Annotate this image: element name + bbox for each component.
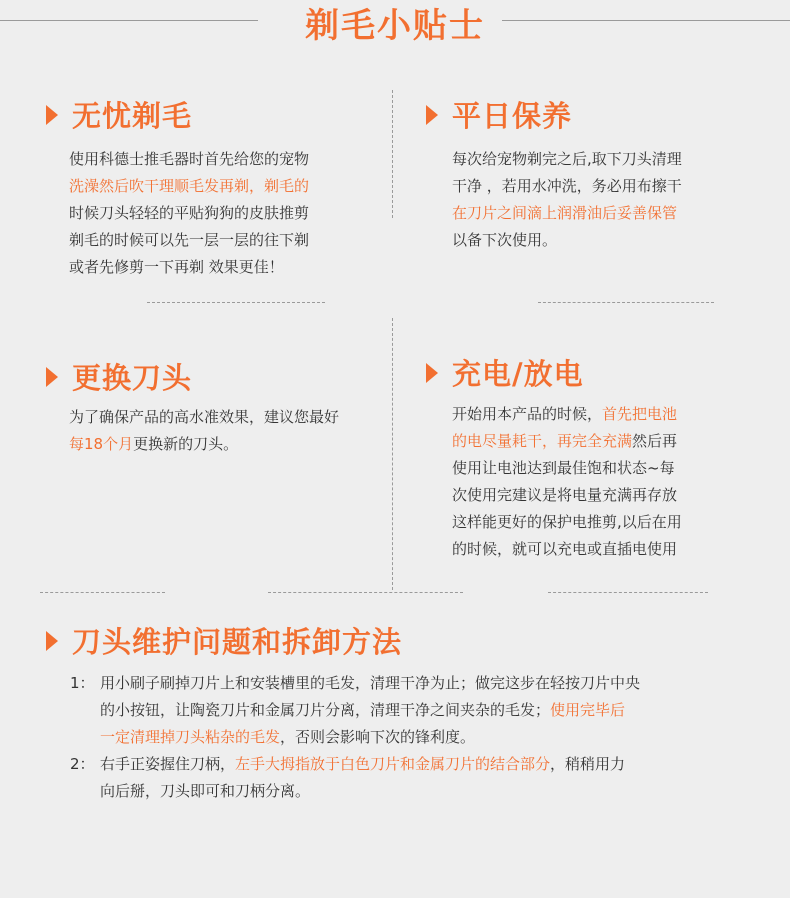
triangle-bullet-icon bbox=[46, 367, 58, 387]
body-text: 更换新的刀头。 bbox=[133, 435, 239, 453]
text-line bbox=[100, 778, 625, 805]
section-method-list bbox=[70, 670, 750, 805]
text-line bbox=[69, 200, 369, 227]
method-item-text bbox=[100, 751, 625, 805]
text-line bbox=[100, 670, 640, 697]
body-text: 或者先修剪一下再剃 效果更佳！ bbox=[69, 258, 284, 276]
highlight-text: 使用完毕后 bbox=[550, 701, 626, 719]
triangle-bullet-icon bbox=[46, 105, 58, 125]
section-divider-2 bbox=[268, 592, 463, 593]
text-line bbox=[69, 431, 387, 458]
section-maintenance-title: 平日保养 bbox=[452, 99, 573, 133]
section-no-worry-header bbox=[46, 94, 192, 135]
section-replace-title: 更换刀头 bbox=[72, 361, 193, 395]
body-text: 次使用完建议是将电量充满再存放 bbox=[452, 486, 678, 504]
section-divider-1 bbox=[40, 592, 165, 593]
highlight-text: 的电尽量耗干，再完全充满 bbox=[452, 432, 633, 450]
text-line bbox=[452, 428, 762, 455]
text-line bbox=[69, 254, 369, 281]
highlight-text: 每18个月 bbox=[69, 435, 134, 453]
highlight-text: 一定清理掉刀头粘杂的毛发 bbox=[100, 728, 281, 746]
text-line bbox=[69, 173, 369, 200]
body-text: 用小刷子刷掉刀片上和安装槽里的毛发，清理干净为止；做完这步在轻按刀片中央 bbox=[100, 674, 641, 692]
section-method-title: 刀头维护问题和拆卸方法 bbox=[72, 625, 403, 659]
text-line bbox=[452, 482, 762, 509]
body-text: 每次给宠物剃完之后,取下刀头清理 bbox=[452, 150, 682, 168]
body-text: 干净 ，若用水冲洗，务必用布擦干 bbox=[452, 177, 682, 195]
body-text: 时候刀头轻轻的平贴狗狗的皮肤推剪 bbox=[69, 204, 310, 222]
section-charge-text bbox=[452, 401, 762, 563]
body-text: ，稍稍用力 bbox=[550, 755, 626, 773]
vertical-divider-top bbox=[392, 90, 393, 218]
body-text: 开始用本产品的时候， bbox=[452, 405, 603, 423]
section-replace-header bbox=[46, 356, 192, 397]
text-line bbox=[69, 404, 387, 431]
section-charge-header bbox=[426, 352, 584, 393]
highlight-text: 洗澡然后吹干理顺毛发再剃，剃毛的 bbox=[69, 177, 310, 195]
method-item-number: 2： bbox=[70, 755, 95, 773]
section-charge-title: 充电/放电 bbox=[452, 357, 584, 391]
text-line bbox=[69, 227, 369, 254]
text-line bbox=[452, 200, 752, 227]
method-item-text bbox=[100, 670, 640, 751]
text-line bbox=[69, 146, 369, 173]
section-method-header bbox=[46, 620, 402, 661]
text-line bbox=[452, 536, 762, 563]
section-maintenance-text bbox=[452, 146, 752, 254]
section-no-worry-text bbox=[69, 146, 369, 281]
text-line bbox=[100, 724, 640, 751]
method-item-1 bbox=[70, 670, 750, 751]
text-line bbox=[452, 173, 752, 200]
highlight-text: 在刀片之间滴上润滑油后妥善保管 bbox=[452, 204, 678, 222]
method-item-2 bbox=[70, 751, 750, 805]
section-maintenance-header bbox=[426, 94, 572, 135]
body-text: 的时候，就可以充电或直插电使用 bbox=[452, 540, 678, 558]
body-text: 使用让电池达到最佳饱和状态~每 bbox=[452, 459, 675, 477]
text-line bbox=[100, 697, 640, 724]
triangle-bullet-icon bbox=[46, 631, 58, 651]
text-line bbox=[452, 227, 752, 254]
text-line bbox=[452, 146, 752, 173]
text-line bbox=[100, 751, 625, 778]
page-title: 剃毛小贴士 bbox=[305, 6, 485, 46]
method-item-number: 1： bbox=[70, 674, 95, 692]
section-replace-text bbox=[69, 404, 387, 458]
text-line bbox=[452, 401, 762, 428]
highlight-text: 左手大拇指放于白色刀片和金属刀片的结合部分 bbox=[235, 755, 551, 773]
section-no-worry-title: 无忧剃毛 bbox=[72, 99, 193, 133]
text-line bbox=[452, 509, 762, 536]
body-text: 这样能更好的保护电推剪,以后在用 bbox=[452, 513, 682, 531]
vertical-divider-bottom bbox=[392, 318, 393, 590]
section-divider-3 bbox=[548, 592, 708, 593]
horizontal-divider-right bbox=[538, 302, 714, 303]
triangle-bullet-icon bbox=[426, 363, 438, 383]
body-text: 以备下次使用。 bbox=[452, 231, 558, 249]
horizontal-divider-left bbox=[147, 302, 325, 303]
body-text: 右手正姿握住刀柄， bbox=[100, 755, 236, 773]
body-text: ，否则会影响下次的锋利度。 bbox=[280, 728, 476, 746]
body-text: 向后掰，刀头即可和刀柄分离。 bbox=[100, 782, 311, 800]
body-text: 的小按钮，让陶瓷刀片和金属刀片分离，清理干净之间夹杂的毛发； bbox=[100, 701, 551, 719]
body-text: 使用科德士推毛器时首先给您的宠物 bbox=[69, 150, 310, 168]
body-text: 为了确保产品的高水准效果，建议您最好 bbox=[69, 408, 340, 426]
highlight-text: 首先把电池 bbox=[602, 405, 678, 423]
body-text: 然后再 bbox=[632, 432, 678, 450]
text-line bbox=[452, 455, 762, 482]
triangle-bullet-icon bbox=[426, 105, 438, 125]
body-text: 剃毛的时候可以先一层一层的往下剃 bbox=[69, 231, 310, 249]
